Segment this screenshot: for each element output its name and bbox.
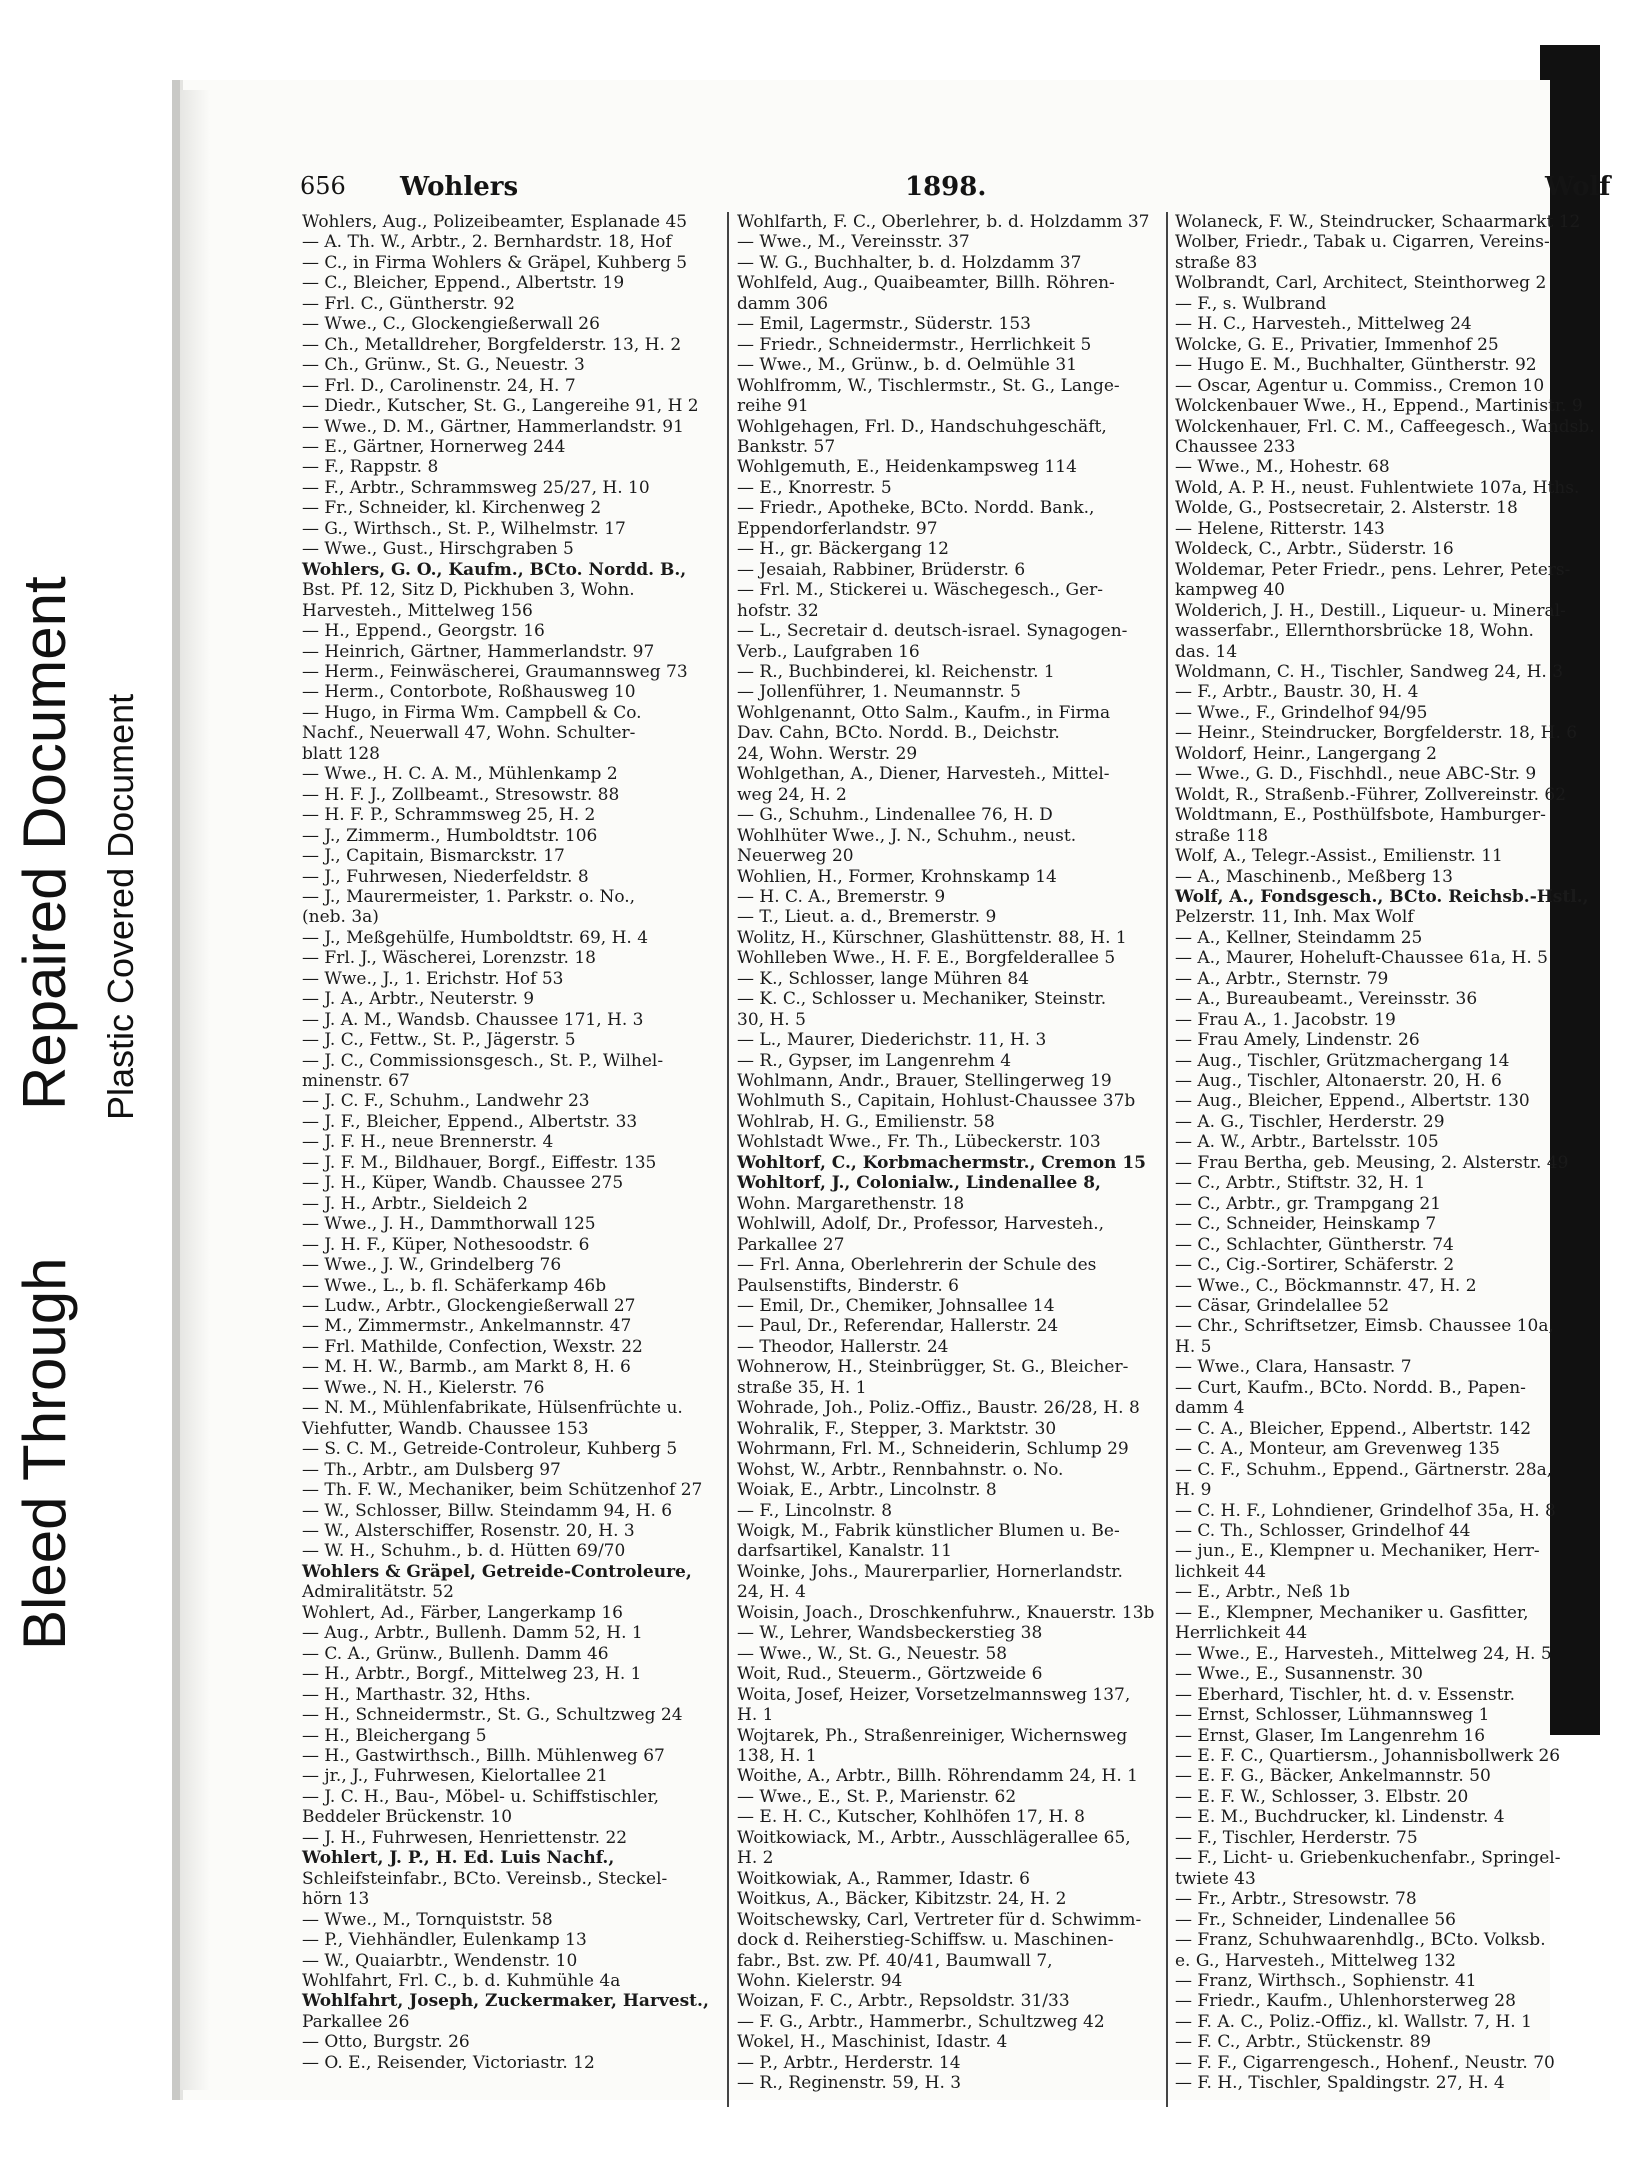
directory-entry-line: — F. C., Arbtr., Stückenstr. 89: [1175, 2032, 1432, 2053]
directory-entry-line: — P., Viehhändler, Eulenkamp 13: [302, 1930, 587, 1951]
directory-entry-line: Wohn. Margarethenstr. 18: [737, 1193, 965, 1214]
directory-entry-line: Wohlhüter Wwe., J. N., Schuhm., neust.: [737, 825, 1077, 846]
directory-entry-line: Pelzerstr. 11, Inh. Max Wolf: [1175, 907, 1414, 928]
directory-entry-line: — F. A. C., Poliz.-Offiz., kl. Wallstr. 7, H. 1: [1175, 2011, 1532, 2032]
directory-entry-line: Woitkus, A., Bäcker, Kibitzstr. 24, H. 2: [737, 1889, 1067, 1910]
plastic-covered-label: Plastic Covered Document: [100, 693, 141, 1120]
directory-entry-line: — Wwe., F., Grindelhof 94/95: [1175, 702, 1428, 723]
directory-entry-line: 30, H. 5: [737, 1009, 806, 1030]
column-2: [737, 212, 1157, 2117]
directory-entry-line: Wold, A. P. H., neust. Fuhlentwiete 107a, Hths.: [1175, 477, 1580, 498]
directory-entry-line: — F., Arbtr., Schrammsweg 25/27, H. 10: [302, 477, 650, 498]
directory-entry-line: — C. Th., Schlosser, Grindelhof 44: [1175, 1521, 1471, 1541]
directory-entry-line: hörn 13: [302, 1889, 370, 1910]
directory-entry-line: — E., Klempner, Mechaniker u. Gasfitter,: [1175, 1602, 1529, 1623]
directory-entry-line: — Frau Amely, Lindenstr. 26: [1175, 1030, 1420, 1051]
directory-entry-line: Woitkowiak, A., Rammer, Idastr. 6: [737, 1868, 1030, 1889]
directory-entry-line: — Ernst, Schlosser, Lühmannsweg 1: [1175, 1705, 1490, 1726]
directory-entry-line: — L., Secretair d. deutsch-israel. Synagogen-: [737, 621, 1128, 642]
directory-entry-line: — Ernst, Glaser, Im Langenrehm 16: [1175, 1725, 1486, 1746]
directory-entry-line: Woldt, R., Straßenb.-Führer, Zollvereinstr. 62: [1175, 784, 1567, 805]
directory-entry-line: — Wwe., G. D., Fischhdl., neue ABC-Str. 9: [1175, 764, 1537, 785]
directory-entry-line: — F., Arbtr., Baustr. 30, H. 4: [1175, 682, 1419, 703]
column-rule: [1166, 212, 1168, 2107]
directory-entry-line: — J. C. F., Schuhm., Landwehr 23: [302, 1091, 590, 1112]
directory-entry-line: — L., Maurer, Diederichstr. 11, H. 3: [737, 1030, 1047, 1051]
directory-entry-line: Wohlgethan, A., Diener, Harvesteh., Mittel-: [737, 764, 1110, 785]
running-head-left: Wohlers: [400, 172, 519, 202]
directory-entry-line: Woizan, F. C., Arbtr., Repsoldstr. 31/33: [737, 1991, 1070, 2012]
directory-entry-line: — S. C. M., Getreide-Controleur, Kuhberg 5: [302, 1439, 678, 1460]
directory-entry-line: Wohltorf, J., Colonialw., Lindenallee 8,: [737, 1173, 1101, 1194]
directory-entry-line: — Aug., Bleicher, Eppend., Albertstr. 130: [1175, 1091, 1530, 1112]
directory-entry-line: Wohrmann, Frl. M., Schneiderin, Schlump 29: [737, 1439, 1129, 1460]
directory-entry-line: — C. A., Grünw., Bullenh. Damm 46: [302, 1643, 609, 1664]
directory-entry-line: Bst. Pf. 12, Sitz D, Pickhuben 3, Wohn.: [302, 580, 635, 601]
directory-entry-line: Wohlers, G. O., Kaufm., BCto. Nordd. B.,: [302, 559, 687, 580]
directory-entry-line: Wolckenhauer, Frl. C. M., Caffeegesch., Wandsb.: [1175, 416, 1595, 437]
directory-entry-line: — H. C., Harvesteh., Mittelweg 24: [1175, 314, 1472, 335]
directory-entry-line: — Ch., Metalldreher, Borgfelderstr. 13, H. 2: [302, 334, 682, 355]
directory-entry-line: Woldtmann, E., Posthülfsbote, Hamburger-: [1175, 805, 1546, 826]
directory-entry-line: Wohlfarth, F. C., Oberlehrer, b. d. Holzdamm 37: [737, 212, 1150, 232]
directory-entry-line: — Frau A., 1. Jacobstr. 19: [1175, 1009, 1396, 1030]
bleed-through-label: Bleed Through: [11, 1257, 78, 1650]
directory-entry-line: — A. Th. W., Arbtr., 2. Bernhardstr. 18, Hof: [302, 232, 672, 253]
directory-entry-line: — jun., E., Klempner u. Mechaniker, Herr-: [1175, 1541, 1540, 1562]
directory-entry-line: H. 2: [737, 1848, 774, 1869]
directory-entry-line: — Herm., Contorbote, Roßhausweg 10: [302, 682, 636, 703]
directory-entry-line: Wolckenbauer Wwe., H., Eppend., Martinistr. 9: [1175, 396, 1583, 417]
directory-entry-line: — W. G., Buchhalter, b. d. Holzdamm 37: [737, 252, 1082, 273]
directory-entry-line: e. G., Harvesteh., Mittelweg 132: [1175, 1950, 1456, 1971]
directory-entry-line: — W. H., Schuhm., b. d. Hütten 69/70: [302, 1541, 626, 1562]
page-edge: [180, 90, 210, 2090]
directory-entry-line: — R., Reginenstr. 59, H. 3: [737, 2073, 962, 2094]
directory-entry-line: Wojtarek, Ph., Straßenreiniger, Wichernsweg: [737, 1725, 1128, 1746]
directory-entry-line: Wohnerow, H., Steinbrügger, St. G., Bleicher-: [737, 1357, 1129, 1378]
directory-entry-line: — Ch., Grünw., St. G., Neuestr. 3: [302, 355, 585, 376]
directory-entry-line: — F. H., Tischler, Spaldingstr. 27, H. 4: [1175, 2073, 1505, 2094]
directory-entry-line: — H., Arbtr., Borgf., Mittelweg 23, H. 1: [302, 1664, 642, 1685]
directory-entry-line: Woisin, Joach., Droschkenfuhrw., Knauerstr. 13b: [737, 1602, 1155, 1623]
directory-entry-line: Wolderich, J. H., Destill., Liqueur- u. Mineral-: [1175, 600, 1566, 621]
annotation-strip: [0, 0, 170, 2177]
directory-entry-line: Woitkowiack, M., Arbtr., Ausschlägerallee 65,: [737, 1827, 1131, 1848]
directory-entry-line: — J., Capitain, Bismarckstr. 17: [302, 846, 565, 867]
directory-entry-line: Wohlgehagen, Frl. D., Handschuhgeschäft,: [737, 416, 1107, 437]
directory-entry-line: — Jollenführer, 1. Neumannstr. 5: [737, 682, 1021, 703]
directory-entry-line: — A., Bureaubeamt., Vereinsstr. 36: [1175, 989, 1478, 1010]
directory-entry-line: — Fr., Arbtr., Stresowstr. 78: [1175, 1889, 1417, 1910]
directory-entry-line: — Fr., Schneider, kl. Kirchenweg 2: [302, 498, 602, 519]
directory-entry-line: — H., Eppend., Georgstr. 16: [302, 621, 545, 642]
directory-entry-line: — A., Arbtr., Sternstr. 79: [1175, 968, 1389, 989]
scanned-page: [172, 80, 1611, 2100]
directory-entry-line: Wohltorf, C., Korbmachermstr., Cremon 15: [737, 1152, 1146, 1173]
directory-entry-line: Wohrade, Joh., Poliz.-Offiz., Baustr. 26/28, H. 8: [737, 1398, 1140, 1419]
directory-entry-line: weg 24, H. 2: [737, 784, 847, 805]
directory-entry-line: — F., Rappstr. 8: [302, 457, 439, 478]
directory-entry-line: darfsartikel, Kanalstr. 11: [737, 1541, 952, 1562]
directory-entry-line: — J. A., Arbtr., Neuterstr. 9: [302, 989, 535, 1010]
directory-entry-line: fabr., Bst. zw. Pf. 40/41, Baumwall 7,: [737, 1950, 1053, 1971]
directory-entry-line: H. 1: [737, 1705, 774, 1726]
directory-entry-line: — C., Schlachter, Güntherstr. 74: [1175, 1234, 1454, 1255]
directory-entry-line: — H. F. P., Schrammsweg 25, H. 2: [302, 805, 596, 826]
column-rule: [727, 212, 729, 2107]
directory-entry-line: Wohlstadt Wwe., Fr. Th., Lübeckerstr. 103: [737, 1132, 1101, 1153]
directory-entry-line: — C., in Firma Wohlers & Gräpel, Kuhberg 5: [302, 252, 688, 273]
directory-entry-line: — Wwe., J. W., Grindelberg 76: [302, 1255, 562, 1276]
directory-entry-line: hofstr. 32: [737, 600, 819, 621]
directory-entry-line: — Theodor, Hallerstr. 24: [737, 1336, 949, 1357]
directory-entry-line: — Hugo E. M., Buchhalter, Güntherstr. 92: [1175, 355, 1537, 376]
directory-entry-line: — F., Licht- u. Griebenkuchenfabr., Springel-: [1175, 1848, 1561, 1869]
directory-entry-line: Wohlers & Gräpel, Getreide-Controleure,: [302, 1561, 692, 1582]
directory-entry-line: — C. H. F., Lohndiener, Grindelhof 35a, H. 8: [1175, 1500, 1556, 1521]
directory-entry-line: Wolde, G., Postsecretair, 2. Alsterstr. 18: [1175, 498, 1518, 519]
directory-entry-line: — Ludw., Arbtr., Glockengießerwall 27: [302, 1296, 636, 1317]
directory-entry-line: — J. C., Commissionsgesch., St. P., Wilhel-: [302, 1050, 664, 1071]
directory-entry-line: — Curt, Kaufm., BCto. Nordd. B., Papen-: [1175, 1377, 1526, 1398]
directory-entry-line: — Frl. Anna, Oberlehrerin der Schule des: [737, 1255, 1097, 1276]
directory-entry-line: 24, H. 4: [737, 1582, 806, 1603]
directory-entry-line: — G., Wirthsch., St. P., Wilhelmstr. 17: [302, 518, 626, 539]
directory-entry-line: — Wwe., C., Böckmannstr. 47, H. 2: [1175, 1275, 1477, 1296]
directory-entry-line: straße 35, H. 1: [737, 1377, 867, 1398]
directory-entry-line: blatt 128: [302, 743, 380, 764]
directory-entry-line: — H., Bleichergang 5: [302, 1725, 487, 1746]
directory-entry-line: — F., Lincolnstr. 8: [737, 1500, 893, 1521]
directory-entry-line: Viehfutter, Wandb. Chaussee 153: [302, 1418, 589, 1439]
directory-entry-line: Wohlwill, Adolf, Dr., Professor, Harvesteh.,: [737, 1214, 1105, 1235]
directory-page: [290, 172, 1625, 2132]
directory-entry-line: — J., Fuhrwesen, Niederfeldstr. 8: [302, 866, 589, 887]
directory-entry-line: — P., Arbtr., Herderstr. 14: [737, 2052, 961, 2073]
directory-entry-line: Herrlichkeit 44: [1175, 1623, 1308, 1644]
directory-entry-line: — E. F. W., Schlosser, 3. Elbstr. 20: [1175, 1786, 1469, 1807]
directory-entry-line: — Cäsar, Grindelallee 52: [1175, 1296, 1390, 1317]
directory-entry-line: Wohlrab, H. G., Emilienstr. 58: [737, 1111, 995, 1132]
directory-entry-line: — J., Meßgehülfe, Humboldtstr. 69, H. 4: [302, 927, 649, 948]
directory-entry-line: straße 118: [1175, 825, 1269, 846]
directory-entry-line: Beddeler Brückenstr. 10: [302, 1807, 513, 1828]
directory-entry-line: — E. F. C., Quartiersm., Johannisbollwerk 26: [1175, 1745, 1561, 1766]
directory-entry-line: Neuerweg 20: [737, 846, 854, 867]
directory-entry-line: Wohlert, Ad., Färber, Langerkamp 16: [302, 1602, 623, 1623]
directory-entry-line: minenstr. 67: [302, 1071, 410, 1092]
directory-entry-line: — Jesaiah, Rabbiner, Brüderstr. 6: [737, 559, 1026, 580]
directory-entry-line: (neb. 3a): [302, 907, 379, 928]
directory-entry-line: Woldmann, C. H., Tischler, Sandweg 24, H. 3: [1175, 661, 1564, 682]
directory-entry-line: — Wwe., E., Harvesteh., Mittelweg 24, H. 5: [1175, 1643, 1552, 1664]
directory-entry-line: Woit, Rud., Steuerm., Görtzweide 6: [737, 1664, 1043, 1685]
directory-entry-line: — J. H., Arbtr., Sieldeich 2: [302, 1193, 528, 1214]
directory-entry-line: — W., Quaiarbtr., Wendenstr. 10: [302, 1950, 578, 1971]
directory-entry-line: — M., Zimmermstr., Ankelmannstr. 47: [302, 1316, 632, 1337]
directory-entry-line: damm 4: [1175, 1398, 1245, 1419]
directory-entry-line: Paulsenstifts, Binderstr. 6: [737, 1275, 959, 1296]
directory-entry-line: — Wwe., N. H., Kielerstr. 76: [302, 1377, 545, 1398]
directory-entry-line: — Herm., Feinwäscherei, Graumannsweg 73: [302, 661, 688, 682]
directory-entry-line: — Frl. M., Stickerei u. Wäschegesch., Ger-: [737, 580, 1104, 601]
directory-entry-line: — C., Schneider, Heinskamp 7: [1175, 1214, 1437, 1235]
directory-entry-line: — Wwe., M., Vereinsstr. 37: [737, 232, 970, 253]
directory-entry-line: Nachf., Neuerwall 47, Wohn. Schulter-: [302, 723, 636, 744]
directory-entry-line: — A., Kellner, Steindamm 25: [1175, 927, 1423, 948]
directory-entry-line: Wohralik, F., Stepper, 3. Marktstr. 30: [737, 1418, 1057, 1439]
directory-entry-line: dock d. Reiherstieg-Schiffsw. u. Maschinen-: [737, 1930, 1114, 1951]
directory-entry-line: — Wwe., W., St. G., Neuestr. 58: [737, 1643, 1008, 1664]
directory-entry-line: — Emil, Lagermstr., Süderstr. 153: [737, 314, 1031, 335]
directory-entry-line: — Frl. C., Güntherstr. 92: [302, 293, 515, 314]
directory-entry-line: Wohlfromm, W., Tischlermstr., St. G., Lange-: [737, 375, 1120, 396]
directory-entry-line: — Friedr., Schneidermstr., Herrlichkeit 5: [737, 334, 1092, 355]
directory-entry-line: — Oscar, Agentur u. Commiss., Cremon 10: [1175, 375, 1545, 396]
directory-entry-line: — E. H. C., Kutscher, Kohlhöfen 17, H. 8: [737, 1807, 1085, 1828]
directory-entry-line: — J. F. H., neue Brennerstr. 4: [302, 1132, 554, 1153]
directory-entry-line: — Wwe., J., 1. Erichstr. Hof 53: [302, 968, 564, 989]
directory-entry-line: Chaussee 233: [1175, 436, 1296, 457]
directory-entry-line: — Aug., Tischler, Grützmachergang 14: [1175, 1050, 1510, 1071]
directory-entry-line: Wohlgenannt, Otto Salm., Kaufm., in Firma: [737, 702, 1111, 723]
directory-entry-line: Bankstr. 57: [737, 436, 836, 457]
directory-entry-line: — Wwe., M., Grünw., b. d. Oelmühle 31: [737, 355, 1078, 376]
directory-entry-line: — A., Maschinenb., Meßberg 13: [1175, 866, 1453, 887]
directory-entry-line: Wohlfeld, Aug., Quaibeamter, Billh. Röhren-: [737, 273, 1115, 294]
directory-entry-line: kampweg 40: [1175, 580, 1285, 601]
directory-entry-line: — J. H., Fuhrwesen, Henriettenstr. 22: [302, 1827, 628, 1848]
directory-entry-line: — R., Buchbinderei, kl. Reichenstr. 1: [737, 661, 1055, 682]
directory-entry-line: — Aug., Arbtr., Bullenh. Damm 52, H. 1: [302, 1623, 643, 1644]
directory-entry-line: — C., Arbtr., Stiftstr. 32, H. 1: [1175, 1173, 1426, 1194]
directory-entry-line: — Hugo, in Firma Wm. Campbell & Co.: [302, 702, 642, 723]
directory-entry-line: — H. F. J., Zollbeamt., Stresowstr. 88: [302, 784, 620, 805]
directory-entry-line: Woigk, M., Fabrik künstlicher Blumen u. Be-: [737, 1521, 1120, 1541]
directory-entry-line: — J. F. M., Bildhauer, Borgf., Eiffestr. 135: [302, 1152, 657, 1173]
directory-entry-line: — Wwe., D. M., Gärtner, Hammerlandstr. 91: [302, 416, 684, 437]
directory-entry-line: Wolbrandt, Carl, Architect, Steinthorweg 2: [1175, 273, 1547, 294]
directory-entry-line: — G., Schuhm., Lindenallee 76, H. D: [737, 805, 1053, 826]
directory-entry-line: — J. C., Fettw., St. P., Jägerstr. 5: [302, 1030, 576, 1051]
directory-entry-line: — Frl. D., Carolinenstr. 24, H. 7: [302, 375, 576, 396]
directory-entry-line: — Th. F. W., Mechaniker, beim Schützenhof 27: [302, 1480, 703, 1501]
directory-entry-line: Wohlmuth S., Capitain, Hohlust-Chaussee 37b: [737, 1091, 1136, 1112]
directory-entry-line: — Aug., Tischler, Altonaerstr. 20, H. 6: [1175, 1071, 1502, 1092]
directory-entry-line: — Franz, Wirthsch., Sophienstr. 41: [1175, 1970, 1477, 1991]
directory-entry-line: — H., Schneidermstr., St. G., Schultzweg 24: [302, 1705, 683, 1726]
directory-entry-line: H. 9: [1175, 1480, 1212, 1501]
directory-entry-line: — Helene, Ritterstr. 143: [1175, 518, 1385, 539]
directory-entry-line: Woinke, Johs., Maurerparlier, Hornerlandstr.: [737, 1561, 1123, 1582]
directory-entry-line: — F. G., Arbtr., Hammerbr., Schultzweg 42: [737, 2011, 1105, 2032]
directory-entry-line: Woithe, A., Arbtr., Billh. Röhrendamm 24, H. 1: [737, 1766, 1138, 1787]
directory-entry-line: Eppendorferlandstr. 97: [737, 518, 938, 539]
directory-entry-line: — E., Arbtr., Neß 1b: [1175, 1582, 1351, 1603]
directory-entry-line: Woita, Josef, Heizer, Vorsetzelmannsweg 137,: [737, 1684, 1131, 1705]
directory-entry-line: Verb., Laufgraben 16: [737, 641, 920, 662]
directory-entry-line: — C., Arbtr., gr. Trampgang 21: [1175, 1193, 1442, 1214]
directory-entry-line: — E., Knorrestr. 5: [737, 477, 892, 498]
directory-entry-line: Wokel, H., Maschinist, Idastr. 4: [737, 2032, 1008, 2053]
directory-entry-line: reihe 91: [737, 396, 809, 417]
directory-entry-line: — O. E., Reisender, Victoriastr. 12: [302, 2052, 595, 2073]
directory-entry-line: — Emil, Dr., Chemiker, Johnsallee 14: [737, 1296, 1055, 1317]
directory-entry-line: — A., Maurer, Hoheluft-Chaussee 61a, H. 5: [1175, 948, 1548, 969]
directory-entry-line: — Friedr., Kaufm., Uhlenhorsterweg 28: [1175, 1991, 1516, 2012]
directory-entry-line: — Frau Bertha, geb. Meusing, 2. Alsterstr. 49: [1175, 1152, 1569, 1173]
directory-entry-line: Wohlers, Aug., Polizeibeamter, Esplanade 45: [302, 212, 688, 232]
directory-entry-line: — Heinrich, Gärtner, Hammerlandstr. 97: [302, 641, 655, 662]
directory-entry-line: — Wwe., H. C. A. M., Mühlenkamp 2: [302, 764, 618, 785]
directory-entry-line: — Friedr., Apotheke, BCto. Nordd. Bank.,: [737, 498, 1095, 519]
directory-entry-line: Woitschewsky, Carl, Vertreter für d. Schwimm-: [737, 1909, 1142, 1930]
directory-entry-line: Wohlert, J. P., H. Ed. Luis Nachf.,: [302, 1848, 615, 1869]
directory-entry-line: — Chr., Schriftsetzer, Eimsb. Chaussee 10a,: [1175, 1316, 1554, 1337]
directory-entry-line: Wolcke, G. E., Privatier, Immenhof 25: [1175, 334, 1499, 355]
directory-entry-line: — Wwe., L., b. fl. Schäferkamp 46b: [302, 1275, 607, 1296]
directory-entry-line: — jr., J., Fuhrwesen, Kielortallee 21: [302, 1766, 608, 1787]
directory-entry-line: Parkallee 26: [302, 2011, 410, 2032]
directory-entry-line: — Wwe., E., Susannenstr. 30: [1175, 1664, 1423, 1685]
directory-entry-line: — C. A., Bleicher, Eppend., Albertstr. 142: [1175, 1418, 1532, 1439]
directory-entry-line: Woldemar, Peter Friedr., pens. Lehrer, Peters-: [1175, 559, 1571, 580]
directory-entry-line: — Otto, Burgstr. 26: [302, 2032, 470, 2053]
directory-entry-line: — R., Gypser, im Langenrehm 4: [737, 1050, 1012, 1071]
directory-entry-line: — K., Schlosser, lange Mühren 84: [737, 968, 1030, 989]
directory-entry-line: damm 306: [737, 293, 829, 314]
directory-entry-line: — H. C. A., Bremerstr. 9: [737, 886, 946, 907]
column-3: [1175, 212, 1615, 2117]
directory-entry-line: Wohlgemuth, E., Heidenkampsweg 114: [737, 457, 1077, 478]
directory-entry-line: — Heinr., Steindrucker, Borgfelderstr. 18, H. 6: [1175, 723, 1578, 744]
running-head-right: Wolf: [1545, 172, 1611, 202]
directory-entry-line: — H., gr. Bäckergang 12: [737, 539, 949, 560]
directory-entry-line: Schleifsteinfabr., BCto. Vereinsb., Steckel-: [302, 1868, 668, 1889]
directory-entry-line: — C., Bleicher, Eppend., Albertstr. 19: [302, 273, 625, 294]
directory-entry-line: Wohlfahrt, Joseph, Zuckermaker, Harvest.,: [302, 1991, 709, 2012]
directory-entry-line: — J. F., Bleicher, Eppend., Albertstr. 33: [302, 1111, 638, 1132]
directory-entry-line: — Wwe., M., Tornquiststr. 58: [302, 1909, 553, 1930]
directory-entry-line: — E., Gärtner, Hornerweg 244: [302, 436, 566, 457]
directory-entry-line: — W., Alsterschiffer, Rosenstr. 20, H. 3: [302, 1521, 635, 1541]
directory-entry-line: Wolaneck, F. W., Steindrucker, Schaarmarkt 12: [1175, 212, 1581, 232]
directory-entry-line: H. 5: [1175, 1336, 1212, 1357]
directory-entry-line: — Wwe., Gust., Hirschgraben 5: [302, 539, 574, 560]
directory-entry-line: — Wwe., E., St. P., Marienstr. 62: [737, 1786, 1017, 1807]
directory-entry-line: — J. H. F., Küper, Nothesoodstr. 6: [302, 1234, 590, 1255]
directory-entry-line: straße 83: [1175, 252, 1258, 273]
directory-entry-line: Wolber, Friedr., Tabak u. Cigarren, Vereins-: [1175, 232, 1550, 253]
column-1: [302, 212, 720, 2117]
repaired-document-label: Repaired Document: [11, 576, 78, 1110]
directory-entry-line: — Wwe., J. H., Dammthorwall 125: [302, 1214, 596, 1235]
directory-entry-line: Wohlien, H., Former, Krohnskamp 14: [737, 866, 1057, 887]
directory-entry-line: 24, Wohn. Werstr. 29: [737, 743, 918, 764]
directory-entry-line: wasserfabr., Ellernthorsbrücke 18, Wohn.: [1175, 621, 1534, 642]
directory-entry-line: — W., Schlosser, Billw. Steindamm 94, H. 6: [302, 1500, 673, 1521]
directory-entry-line: Wolf, A., Fondsgesch., BCto. Reichsb.-Hstl.,: [1175, 886, 1589, 907]
directory-entry-line: — W., Lehrer, Wandsbeckerstieg 38: [737, 1623, 1043, 1644]
directory-entry-line: Wohlmann, Andr., Brauer, Stellingerweg 19: [737, 1071, 1112, 1092]
directory-entry-line: Wolitz, H., Kürschner, Glashüttenstr. 88, H. 1: [737, 927, 1127, 948]
directory-entry-line: Parkallee 27: [737, 1234, 845, 1255]
directory-entry-line: Wolf, A., Telegr.-Assist., Emilienstr. 11: [1175, 846, 1503, 867]
directory-entry-line: — H., Gastwirthsch., Billh. Mühlenweg 67: [302, 1745, 665, 1766]
directory-entry-line: Woiak, E., Arbtr., Lincolnstr. 8: [737, 1480, 997, 1501]
directory-entry-line: Wohn. Kielerstr. 94: [737, 1970, 903, 1991]
directory-entry-line: — F., s. Wulbrand: [1175, 293, 1327, 314]
directory-entry-line: Wohlleben Wwe., H. F. E., Borgfelderallee 5: [737, 948, 1116, 969]
page-number: 656: [300, 172, 346, 200]
directory-entry-line: — N. M., Mühlenfabrikate, Hülsenfrüchte u.: [302, 1398, 683, 1419]
directory-entry-line: — F., Tischler, Herderstr. 75: [1175, 1827, 1418, 1848]
directory-entry-line: 138, H. 1: [737, 1745, 817, 1766]
directory-entry-line: — Th., Arbtr., am Dulsberg 97: [302, 1459, 561, 1480]
directory-entry-line: das. 14: [1175, 641, 1238, 662]
directory-entry-line: — Wwe., C., Glockengießerwall 26: [302, 314, 600, 335]
directory-entry-line: — Frl. Mathilde, Confection, Wexstr. 22: [302, 1336, 643, 1357]
directory-entry-line: — E. F. G., Bäcker, Ankelmannstr. 50: [1175, 1766, 1491, 1787]
directory-entry-line: — Franz, Schuhwaarenhdlg., BCto. Volksb.: [1175, 1930, 1546, 1951]
directory-entry-line: — Paul, Dr., Referendar, Hallerstr. 24: [737, 1316, 1059, 1337]
directory-entry-line: — T., Lieut. a. d., Bremerstr. 9: [737, 907, 997, 928]
directory-entry-line: — F. F., Cigarrengesch., Hohenf., Neustr. 70: [1175, 2052, 1555, 2073]
directory-entry-line: Wohlfahrt, Frl. C., b. d. Kuhmühle 4a: [302, 1970, 621, 1991]
directory-entry-line: — J. H., Küper, Wandb. Chaussee 275: [302, 1173, 624, 1194]
directory-entry-line: — K. C., Schlosser u. Mechaniker, Steinstr.: [737, 989, 1107, 1010]
directory-entry-line: — A. G., Tischler, Herderstr. 29: [1175, 1111, 1445, 1132]
directory-entry-line: — Diedr., Kutscher, St. G., Langereihe 91, H 2: [302, 396, 699, 417]
directory-entry-line: — J. A. M., Wandsb. Chaussee 171, H. 3: [302, 1009, 644, 1030]
directory-entry-line: Woldorf, Heinr., Langergang 2: [1175, 743, 1437, 764]
directory-entry-line: — H., Marthastr. 32, Hths.: [302, 1684, 531, 1705]
directory-entry-line: — E. M., Buchdrucker, kl. Lindenstr. 4: [1175, 1807, 1505, 1828]
directory-entry-line: — Fr., Schneider, Lindenallee 56: [1175, 1909, 1456, 1930]
directory-entry-line: — A. W., Arbtr., Bartelsstr. 105: [1175, 1132, 1439, 1153]
directory-entry-line: — Eberhard, Tischler, ht. d. v. Essenstr.: [1175, 1684, 1516, 1705]
directory-entry-line: — J., Maurermeister, 1. Parkstr. o. No.,: [302, 886, 636, 907]
directory-entry-line: Wohst, W., Arbtr., Rennbahnstr. o. No.: [737, 1459, 1064, 1480]
directory-entry-line: — Wwe., Clara, Hansastr. 7: [1175, 1357, 1412, 1378]
directory-entry-line: Harvesteh., Mittelweg 156: [302, 600, 533, 621]
directory-entry-line: — Wwe., M., Hohestr. 68: [1175, 457, 1390, 478]
directory-entry-line: — Frl. J., Wäscherei, Lorenzstr. 18: [302, 948, 596, 969]
directory-entry-line: — C. A., Monteur, am Grevenweg 135: [1175, 1439, 1500, 1460]
directory-entry-line: — C., Cig.-Sortirer, Schäferstr. 2: [1175, 1255, 1455, 1276]
running-head-year: 1898.: [905, 172, 987, 202]
directory-entry-line: Admiralitätstr. 52: [302, 1582, 454, 1603]
directory-entry-line: lichkeit 44: [1175, 1561, 1267, 1582]
directory-entry-line: — M. H. W., Barmb., am Markt 8, H. 6: [302, 1357, 631, 1378]
directory-entry-line: — J. C. H., Bau-, Möbel- u. Schiffstischler,: [302, 1786, 659, 1807]
directory-entry-line: — J., Zimmerm., Humboldtstr. 106: [302, 825, 598, 846]
directory-entry-line: Woldeck, C., Arbtr., Süderstr. 16: [1175, 539, 1454, 560]
directory-entry-line: — C. F., Schuhm., Eppend., Gärtnerstr. 28a,: [1175, 1459, 1553, 1480]
directory-entry-line: twiete 43: [1175, 1868, 1256, 1889]
directory-entry-line: Dav. Cahn, BCto. Nordd. B., Deichstr.: [737, 723, 1060, 744]
